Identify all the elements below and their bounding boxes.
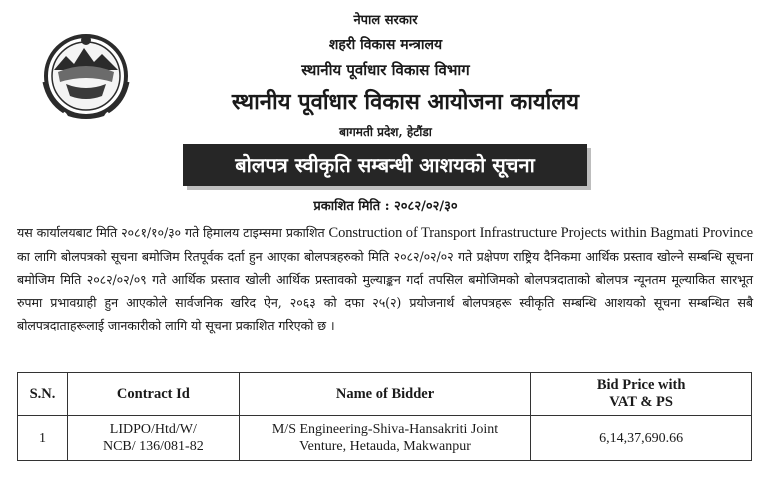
header-price-line1: Bid Price with — [596, 377, 686, 393]
department-name: स्थानीय पूर्वाधार विकास विभाग — [301, 61, 470, 79]
table-row — [18, 416, 752, 461]
header-sn: S.N. — [18, 373, 68, 416]
header-bidder: Name of Bidder — [239, 373, 531, 416]
notice-title-banner: बोलपत्र स्वीकृति सम्बन्धी आशयको सूचना — [183, 144, 587, 186]
province-location: बागमती प्रदेश, हेटौंडा — [339, 125, 432, 139]
notice-body — [17, 221, 753, 337]
contract-id-line2: NCB/ 136/081-82 — [102, 439, 204, 454]
office-name: स्थानीय पूर्वाधार विकास आयोजना कार्यालय — [231, 89, 580, 115]
project-name: Construction of Transport Infrastructure Projects within Bagmati Province — [328, 225, 753, 241]
bidder-line1: M/S Engineering-Shiva-Hansakriti Joint — [271, 422, 499, 437]
contract-id-line1: LIDPO/Htd/W/ — [109, 422, 197, 437]
header-contract-id: Contract Id — [67, 373, 239, 416]
table-header-row — [18, 373, 752, 416]
cell-sn: 1 — [18, 416, 68, 461]
body-text-part1: यस कार्यालयबाट मिति २०८१/१०/३० गते हिमालय टाइम्समा प्रकाशित — [17, 225, 329, 240]
header-bid-price — [531, 373, 752, 416]
cell-contract-id — [67, 416, 239, 461]
body-text-part2: का लागि बोलपत्रको सूचना बमोजिम रितपूर्वक दर्ता हुन आएका बोलपत्रहरुको मिति २०८२/०२/०२ गते प्रक्षेपण राष्ट्रिय दैनिकमा आर्थिक प्रस्ताव खोल्ने सम्बन्धि सूचना बमोजिम मिति २०८२/०२/०९ गते आर्थिक प्रस्ताव खोली आर्थिक प्रस्तावको मुल्याङ्कन गर्दा तपसिल बमोजिमको बोलपत्रदाताको बोलपत्र न्यूनतम मूल्याकित सारभूत रुपमा प्रभावग्राही हुन आएकोले सार्वजनिक खरिद ऐन, २०६३ को दफा २५(२) प्रयोजनार्थ बोलपत्रहरू स्वीकृति सम्बन्धि आशयको सूचना सम्बन्धित सबै बोलपत्रदाताहरूलाई जानकारीको लागि यो सूचना प्रकाशित गरिएको छ । — [17, 249, 753, 333]
bidder-line2: Venture, Hetauda, Makwanpur — [299, 439, 471, 454]
header-price-line2: VAT & PS — [609, 394, 673, 410]
government-name: नेपाल सरकार — [353, 13, 418, 28]
cell-bidder — [239, 416, 531, 461]
ministry-name: शहरी विकास मन्त्रालय — [328, 37, 443, 53]
bid-table — [17, 372, 752, 461]
cell-price: 6,14,37,690.66 — [531, 416, 752, 461]
published-date: प्रकाशित मिति : २०८२/०२/३० — [313, 199, 458, 214]
